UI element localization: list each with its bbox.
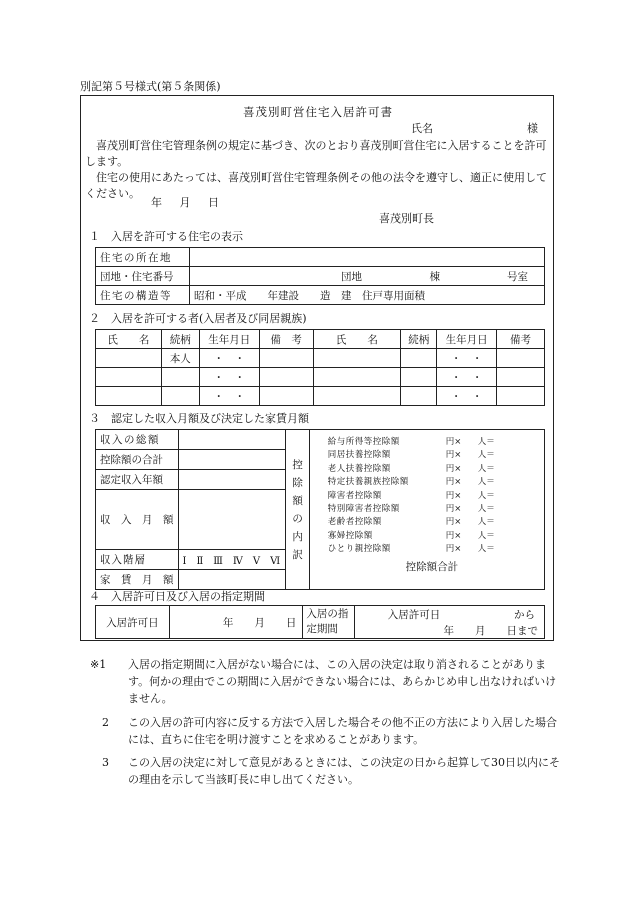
header-cell: 生年月日	[437, 330, 497, 349]
issue-date: 年 月 日	[151, 196, 219, 209]
cell	[313, 349, 401, 368]
header-cell: 生年月日	[199, 330, 259, 349]
deduction-list	[309, 430, 544, 590]
table-row	[96, 330, 545, 349]
cell	[259, 368, 313, 387]
relation-self: 本人	[161, 349, 199, 368]
cell	[313, 368, 401, 387]
period-from-label: 入居許可日	[387, 608, 441, 621]
usage-paragraph: 住宅の使用にあたっては、喜茂別町営住宅管理条例その他の法令を遵守し、適正に使用してください。	[85, 171, 547, 200]
table-row	[96, 606, 545, 623]
deduction-item	[328, 436, 536, 449]
yen-times: 円×	[445, 437, 462, 447]
monthly-income-label: 収 入 月 額	[96, 490, 179, 550]
deduction-name: 給与所得等控除額	[327, 437, 400, 447]
period-table	[95, 605, 545, 639]
cell	[178, 450, 286, 470]
persons-equals: 人＝	[477, 530, 495, 541]
deduction-item	[328, 503, 536, 516]
cell	[313, 387, 401, 406]
note-1-mark: ※1	[90, 658, 107, 671]
deduction-name: 老齢者控除額	[327, 517, 382, 528]
table-row	[96, 387, 545, 406]
period-from	[355, 606, 545, 623]
income-class-values: Ⅰ Ⅱ Ⅲ Ⅳ Ⅴ Ⅵ	[178, 550, 286, 570]
section-1-heading: １ 入居を許可する住宅の表示	[89, 230, 243, 243]
deduction-item	[328, 516, 536, 529]
address-label: 住宅の所在地	[96, 248, 190, 267]
deduction-name: 障害者控除額	[327, 490, 382, 501]
yen-times: 円×	[445, 530, 462, 541]
header-cell: 続柄	[161, 330, 199, 349]
table-row	[96, 430, 545, 450]
deduction-name: 特定扶養親族控除額	[327, 477, 409, 488]
rent-label: 家 賃 月 額	[96, 570, 179, 590]
persons-equals: 人＝	[477, 544, 495, 555]
yen-times: 円×	[445, 544, 462, 555]
persons-equals: 人＝	[477, 463, 495, 474]
section-2-heading: ２ 入居を許可する者(入居者及び同居親族)	[89, 312, 307, 325]
annual-income-label: 認定収入年額	[96, 470, 179, 490]
cell	[178, 490, 286, 550]
deduction-name: 特別障害者控除額	[327, 504, 400, 515]
income-table	[95, 429, 545, 590]
yen-times: 円×	[445, 477, 462, 488]
birth-dots: ・ ・	[437, 368, 497, 387]
address-value	[190, 248, 545, 267]
birth-dots: ・ ・	[437, 349, 497, 368]
cell	[259, 349, 313, 368]
cell	[259, 387, 313, 406]
deduction-item	[328, 449, 536, 462]
persons-equals: 人＝	[477, 477, 495, 488]
cell	[96, 368, 162, 387]
birth-dots: ・ ・	[437, 387, 497, 406]
form-title: 喜茂別町営住宅入居許可書	[243, 105, 393, 119]
housing-table	[95, 247, 545, 305]
permit-date-label: 入居許可日	[96, 606, 170, 639]
deduction-name: ひとり親控除額	[327, 544, 391, 555]
period-kara: から	[514, 608, 536, 621]
mayor-signature: 喜茂別町長	[379, 212, 434, 225]
occupants-table	[95, 329, 545, 406]
deduction-total-label: 控除額合計	[405, 560, 459, 573]
permit-paragraph: 喜茂別町営住宅管理条例の規定に基づき、次のとおり喜茂別町営住宅に入居することを許可します。	[85, 139, 547, 168]
yen-times: 円×	[445, 517, 462, 528]
note-2-num: 2	[102, 716, 109, 729]
honorific-label: 様	[527, 122, 538, 135]
note-3	[90, 754, 560, 788]
birth-dots: ・ ・	[199, 368, 259, 387]
cell	[401, 387, 437, 406]
cell	[161, 387, 199, 406]
breakdown-label	[286, 430, 309, 590]
deduction-sum-label: 控除額の合計	[96, 450, 179, 470]
period-to: 年 月 日まで	[355, 622, 545, 639]
table-row	[96, 286, 545, 305]
permit-form-frame	[80, 95, 554, 641]
note-1	[90, 656, 560, 707]
header-cell: 氏 名	[96, 330, 162, 349]
table-row	[96, 368, 545, 387]
note-2	[90, 714, 560, 748]
danchi-label: 団地	[341, 270, 362, 283]
cell	[161, 368, 199, 387]
cell	[96, 349, 162, 368]
deduction-item	[328, 490, 536, 503]
header-cell: 氏 名	[313, 330, 401, 349]
section-4-heading: ４ 入居許可日及び入居の指定期間	[89, 590, 265, 603]
note-1-text: 入居の指定期間に入居がない場合には、この入居の決定は取り消されることがあります。何かの理由でこの期間に入居ができない場合には、あらかじめ申し出なければいけません。	[128, 658, 557, 705]
persons-equals: 人＝	[477, 504, 495, 515]
table-row	[96, 267, 545, 286]
persons-equals: 人＝	[477, 437, 495, 447]
cell	[96, 387, 162, 406]
birth-dots: ・ ・	[199, 349, 259, 368]
structure-value: 昭和・平成 年建設 造 建 住戸専用面積	[190, 286, 545, 305]
deduction-item	[328, 530, 536, 543]
income-class-label: 収入階層	[96, 550, 179, 570]
header-cell: 備 考	[259, 330, 313, 349]
note-3-text: この入居の決定に対して意見があるときには、この決定の日から起算して30日以内にその理由を示して当該町長に申し出てください。	[128, 756, 560, 786]
form-number: 別記第５号様式(第５条関係)	[80, 80, 221, 93]
cell	[401, 368, 437, 387]
birth-dots: ・ ・	[199, 387, 259, 406]
yen-times: 円×	[445, 504, 462, 515]
cell	[497, 349, 545, 368]
deduction-item	[328, 543, 536, 556]
persons-equals: 人＝	[477, 450, 495, 461]
unit-number-value	[190, 267, 545, 286]
header-cell: 続柄	[401, 330, 437, 349]
table-row	[96, 248, 545, 267]
name-label: 氏名	[411, 122, 433, 135]
cell	[178, 470, 286, 490]
section-3-heading: ３ 認定した収入月額及び決定した家賃月額	[89, 412, 309, 425]
structure-label: 住宅の構造等	[96, 286, 190, 305]
persons-equals: 人＝	[477, 490, 495, 501]
unit-number-label: 団地・住宅番号	[96, 267, 190, 286]
deduction-item	[328, 476, 536, 489]
note-2-text: この入居の許可内容に反する方法で入居した場合その他不正の方法により入居した場合には、直ちに住宅を明け渡すことを求めることがあります。	[128, 716, 557, 746]
cell	[497, 368, 545, 387]
yen-times: 円×	[445, 450, 462, 461]
cell	[401, 349, 437, 368]
deduction-name: 同居扶養控除額	[327, 450, 391, 461]
note-3-num: 3	[102, 756, 109, 769]
header-cell: 備考	[497, 330, 545, 349]
cell	[178, 570, 286, 590]
deduction-name: 寡婦控除額	[327, 530, 373, 541]
yen-times: 円×	[445, 490, 462, 501]
persons-equals: 人＝	[477, 517, 495, 528]
cell	[497, 387, 545, 406]
room-label: 号室	[507, 270, 528, 283]
total-income-label: 収入の総額	[96, 430, 179, 450]
yen-times: 円×	[445, 463, 462, 474]
deduction-name: 老人扶養控除額	[327, 463, 391, 474]
deduction-item	[328, 463, 536, 476]
breakdown-text: 控除額の内訳	[292, 458, 303, 561]
tou-label: 棟	[429, 270, 440, 283]
table-row	[96, 349, 545, 368]
permit-date-value: 年 月 日	[169, 606, 303, 639]
period-label: 入居の指定期間	[303, 606, 355, 639]
cell	[178, 430, 286, 450]
